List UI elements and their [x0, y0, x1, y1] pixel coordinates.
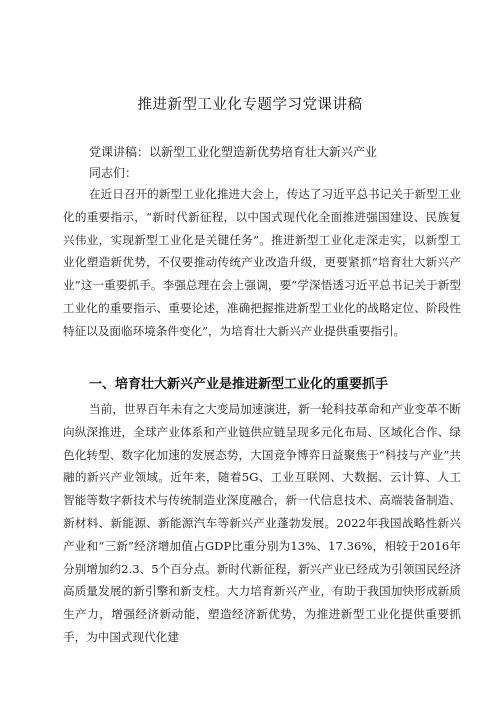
document-title: 推进新型工业化专题学习党课讲稿 — [137, 97, 363, 113]
intro-paragraph: 在近日召开的新型工业化推进大会上，传达了习近平总书记关于新型工业化的重要指示，“新时代新征程，以中国式现代化全面推进强国建设、民族复兴伟业，实现新型工业化是关键任务”。推进新型工业化走深走实，以新型工业化塑造新优势，不仅要推动传统产业改造升级，更要紧抓“培育壮大新兴产业”这一重要抓手。李强总理在会上强调，要“学深悟透习近平总书记关于新型工业化的重要指示、重要论述，准确把握推进新型工业化的战略定位、阶段性特征以及面临环境条件变化”，为培育壮大新兴产业提供重要指引。 — [63, 187, 461, 338]
section-heading: 一、培育壮大新兴产业是推进新型工业化的重要抓手 — [89, 377, 389, 392]
document-subtitle: 党课讲稿：以新型工业化塑造新优势培育壮大新兴产业 — [89, 145, 378, 159]
greeting: 同志们： — [89, 166, 138, 180]
section-paragraph: 当前，世界百年未有之大变局加速演进，新一轮科技革命和产业变革不断向纵深推进，全球产业体系和产业链供应链呈现多元化布局、区域化合作、绿色化转型、数字化加速的发展态势，大国竞争博弈日益聚焦于“科技与产业”共融的新兴产业领域。近年来，随着5G、工业互联网、大数据、云计算、人工智能等数字新技术与传统制造业深度融合，新一代信息技术、高端装备制造、新材料、新能源、新能源汽车等新兴产业蓬勃发展。2022年我国战略性新兴产业和“三新”经济增加值占GDP比重分别为13%、17.36%，相较于2016年分别增加约2.3、5个百分点。新时代新征程，新兴产业已经成为引领国民经济高质量发展的新引擎和新支柱。大力培育新兴产业，有助于我国加快形成新质生产力，增强经济新动能，塑造经济新优势，为推进新型工业化提供重要抓手，为中国式现代化建 — [63, 402, 461, 644]
